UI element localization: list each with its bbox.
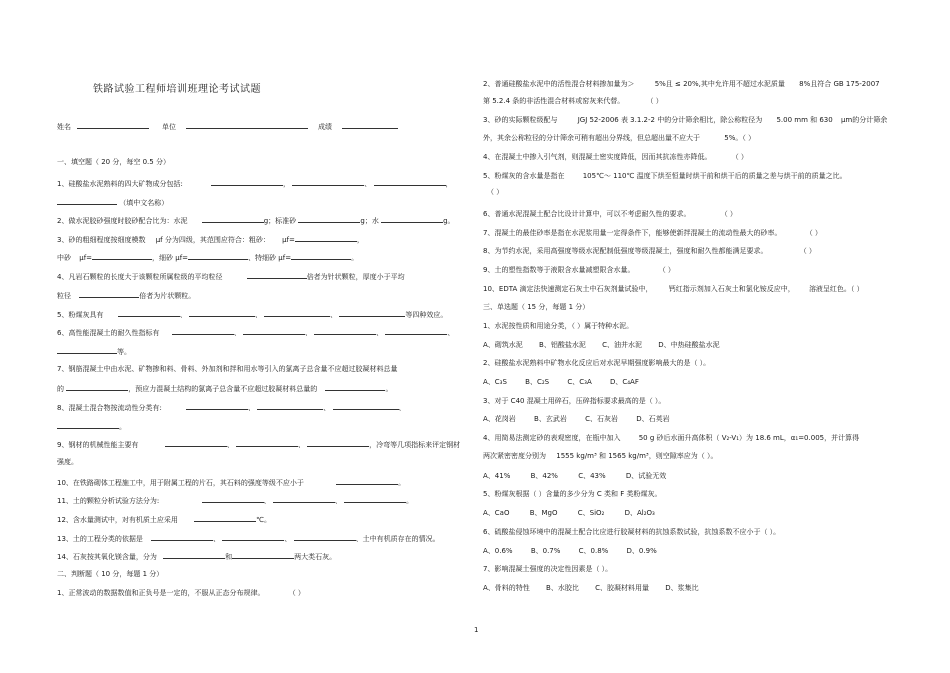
blank	[325, 383, 385, 391]
blank	[314, 327, 376, 335]
j3-line2	[483, 134, 755, 143]
blank	[257, 402, 323, 410]
q5: 5、粉煤灰具有 、 、 、 等四种效应。	[57, 311, 448, 319]
q3-text: μf=	[175, 254, 189, 262]
s6: 6、硫酸盐侵蚀环境中的混凝土配合比应进行胶凝材料的抗蚀系数试验，抗蚀系数不应小于（ ）。	[483, 528, 781, 536]
q4-line1	[57, 271, 405, 282]
s4-line1	[483, 434, 859, 443]
section-2-title: 二、判断题（ 10 分，每题 1 分）	[57, 570, 164, 578]
q13: 13、土的工程分类的依据是 、 、 、土中有机质存在的情况。	[57, 535, 440, 543]
blank	[118, 309, 180, 317]
j10-text: 10、EDTA 滴定法快速测定石灰土中石灰剂量试验中，	[483, 285, 653, 293]
j3-text: 5%。（ ）	[724, 134, 756, 142]
option-a[interactable]: A、0.6%	[483, 547, 513, 555]
j3-line1	[483, 116, 887, 125]
option-b[interactable]: B、42%	[530, 472, 558, 480]
blank	[295, 234, 357, 242]
q7-line1: 7、钢筋混凝土中由水泥、矿物掺和料、骨料、外加剂和拌和用水等引入的氯离子总含量不应超过胶凝材料总量	[57, 365, 398, 373]
q3-line1: 3、砂的粗细程度按细度模数 μf 分为四级，其范围应符合：粗砂： μf= ，	[57, 236, 364, 244]
option-b[interactable]: B、水胶比	[546, 584, 579, 592]
q8-text: 8、混凝土混合物按流动性分类有:	[57, 404, 162, 412]
blank	[194, 514, 256, 522]
j4-text: 4、在混凝土中掺入引气剂，则混凝土密实度降低，因而其抗冻性亦降低。	[483, 153, 712, 161]
option-b[interactable]: B、玄武岩	[534, 415, 567, 423]
s4-text: 1555 kg/m³ 和 1565 kg/m³，则空隙率应为（ ）。	[556, 452, 718, 460]
name-field	[57, 121, 149, 132]
q13-text: 、土中有机质存在的情况。	[355, 535, 440, 543]
s2: 2、硅酸盐水泥熟料中矿物水化反应后对水泥早期强度影响最大的是（ ）。	[483, 359, 711, 367]
j1	[57, 589, 305, 598]
q1-note: （填中文名称）	[119, 199, 169, 207]
j1-text: 1、正常波动的数据数值和正负号是一定的，不服从正态分布规律。	[57, 589, 265, 597]
unit-blank	[186, 121, 308, 129]
option-c[interactable]: C、胶凝材料用量	[595, 584, 649, 592]
option-a[interactable]: A、花岗岩	[483, 415, 516, 423]
j10-text: 钙红指示剂加入石灰土和氯化铵反应中，	[668, 285, 795, 293]
j7-text: 7、混凝土的最佳砂率是指在水泥浆用量一定得条件下，能够使新拌混凝土的流动性最大的砂率。	[483, 229, 782, 237]
j8-text: 8、为节约水泥，采用高强度等级水泥配制低强度等级混凝土，强度和耐久性都能满足要求。	[483, 247, 768, 255]
j3-text: 外，其余公称粒径的分计筛余可稍有超出分界线，但总超出量不应大于	[483, 134, 700, 142]
j2-line2	[483, 97, 663, 106]
q14-text: 两大类石灰。	[294, 553, 337, 561]
q12	[57, 514, 271, 525]
option-c[interactable]: C、43%	[578, 472, 606, 480]
q6-text: 等。	[117, 348, 131, 356]
answer-paren: （ ）	[805, 229, 822, 237]
blank	[294, 533, 356, 541]
q6-line2	[57, 346, 131, 357]
option-c[interactable]: C、0.8%	[578, 547, 609, 555]
option-d[interactable]: D、石英岩	[636, 415, 670, 423]
q3-text: μf=	[282, 236, 295, 244]
option-c[interactable]: C、油井水泥	[602, 341, 642, 349]
q8-line2: 。	[57, 421, 126, 432]
option-d[interactable]: D、0.9%	[626, 547, 657, 555]
q9-line1: 9、钢材的机械性能主要有 、 、 ，冷弯等几项指标来评定钢材	[57, 441, 461, 449]
blank	[339, 309, 405, 317]
blank	[344, 495, 406, 503]
q10: 10、在铁路砌体工程施工中，用于附属工程的片石，其石料的强度等级不应小于 。	[57, 479, 406, 487]
q3-text: μf=	[79, 254, 93, 262]
j2-text: 8%且符合 GB 175-2007	[799, 80, 880, 88]
option-c[interactable]: C、C₃A	[567, 378, 592, 386]
q11-text: 11、土的颗粒分析试验方法分为:	[57, 497, 160, 505]
blank	[292, 178, 364, 186]
blank	[57, 421, 119, 429]
name-label: 姓名	[57, 123, 71, 131]
blank	[264, 309, 330, 317]
q3-text: 、特细砂	[248, 254, 277, 262]
option-a[interactable]: A、C₃S	[483, 378, 507, 386]
option-a[interactable]: A、砌筑水泥	[483, 341, 523, 349]
blank	[298, 215, 360, 223]
blank	[236, 439, 298, 447]
j10	[483, 285, 864, 294]
blank	[92, 252, 152, 260]
blank	[188, 252, 248, 260]
q9-line2: 强度。	[57, 458, 78, 466]
score-field	[318, 121, 398, 132]
q4-text: 倍者为针状颗粒，厚度小于平均	[306, 273, 405, 281]
q5-text: 等四种效应。	[405, 311, 448, 319]
q1-text: 1、硅酸盐水泥熟料的四大矿物成分包括:	[57, 180, 183, 188]
q3-text: μf=	[278, 254, 292, 262]
q5-text: 5、粉煤灰具有	[57, 311, 104, 319]
j5-line2: （ ）	[487, 188, 504, 196]
j10-text: 溶液呈红色。（ ）	[808, 285, 864, 293]
blank	[291, 252, 351, 260]
s1: 1、水泥按性质和用途分类，（ ）属于特种水泥。	[483, 322, 634, 330]
q14	[57, 551, 336, 562]
j5-text: 105℃～ 110℃ 温度下烘至恒量时烘干前和烘干后的质量之差与烘干前的质量之比。	[582, 172, 847, 180]
q13-text: 13、土的工程分类的依据是	[57, 535, 143, 543]
option-a[interactable]: A、41%	[483, 472, 511, 480]
answer-paren: （ ）	[799, 247, 816, 255]
answer-paren: （ ）	[646, 97, 663, 105]
s5-options	[483, 509, 655, 518]
answer-paren: （ ）	[731, 153, 748, 161]
blank	[151, 533, 213, 541]
blank	[374, 178, 446, 186]
j3-text: 5.00 mm 和 630	[776, 116, 833, 124]
option-d[interactable]: D、试验无效	[625, 472, 667, 480]
q7-text: ，预应力混凝土结构的氯离子总含量不应超过胶凝材料总量的	[128, 385, 318, 393]
j3-text: μm的分计筛余	[840, 116, 888, 124]
blank	[232, 551, 294, 559]
blank	[247, 271, 307, 279]
j8	[483, 247, 816, 256]
blank	[243, 327, 305, 335]
q9-text: 9、钢材的机械性能主要有	[57, 441, 139, 449]
j9-text: 9、土的塑性指数等于液限含水量减塑限含水量。	[483, 266, 635, 274]
option-a[interactable]: A、CaO	[483, 509, 510, 517]
blank	[202, 215, 264, 223]
blank	[222, 533, 284, 541]
q4-text: 4、凡岩石颗粒的长度大于该颗粒所属粒级的平均粒径	[57, 273, 223, 281]
q12-text: ℃。	[256, 516, 272, 524]
q14-text: 和	[225, 553, 233, 561]
blank	[273, 495, 335, 503]
option-b[interactable]: B、MgO	[529, 509, 558, 517]
option-a[interactable]: A、骨料的特性	[483, 584, 530, 592]
j6-text: 6、普通水泥混凝土配合比设计计算中，可以不考虑耐久性的要求。	[483, 210, 691, 218]
exam-title: 铁路试验工程师培训班理论考试试题	[93, 84, 261, 95]
j5-text: 5、粉煤灰的含水量是指在	[483, 172, 565, 180]
q2	[57, 215, 455, 226]
q4-text: 倍者为片状颗粒。	[139, 292, 196, 300]
page-number: 1	[474, 626, 479, 634]
j6	[483, 210, 737, 219]
blank	[381, 215, 443, 223]
q3-text: 中砂	[57, 254, 71, 262]
s4-text: 4、用简易法测定砂的表观密度，在瓶中加入	[483, 434, 621, 442]
option-d[interactable]: D、浆集比	[665, 584, 699, 592]
j3-text: 3、砂的实际颗粒级配与	[483, 116, 558, 124]
blank	[79, 290, 139, 298]
q3-line2: 中砂 μf= ，细砂 μf= 、特细砂 μf= 。	[57, 254, 359, 262]
q9-text: ，冷弯等几项指标来评定钢材	[369, 441, 461, 449]
blank	[189, 309, 255, 317]
blank	[202, 495, 264, 503]
s1-options	[483, 341, 720, 350]
unit-label: 单位	[162, 123, 176, 131]
section-3-title: 三、单选题（ 15 分，每题 1 分）	[483, 303, 590, 311]
q8-line1: 8、混凝土混合物按流动性分类有: 、 、 、	[57, 404, 406, 412]
s7-options	[483, 584, 699, 593]
q1-line2	[57, 197, 168, 208]
j4	[483, 153, 748, 162]
s4-options	[483, 472, 666, 481]
q4-line2	[57, 290, 195, 301]
q1-line1: 1、硅酸盐水泥熟料的四大矿物成分包括: ， 、 ，	[57, 180, 453, 188]
s5: 5、粉煤灰根据（ ）含量的多少分为 C 类和 F 类粉煤灰。	[483, 490, 662, 498]
q6-text: 6、高性能混凝土的耐久性指标有	[57, 329, 160, 337]
j2-line1	[483, 80, 880, 89]
blank	[163, 551, 225, 559]
q4-text: 粒径	[57, 292, 71, 300]
answer-paren: （ ）	[288, 589, 305, 597]
option-b[interactable]: B、0.7%	[530, 547, 561, 555]
option-b[interactable]: B、C₂S	[525, 378, 550, 386]
unit-field	[162, 121, 308, 132]
s3-options	[483, 415, 670, 424]
blank	[57, 346, 117, 354]
option-b[interactable]: B、铝酸盐水泥	[539, 341, 586, 349]
blank	[385, 327, 447, 335]
option-d[interactable]: D、中热硅酸盐水泥	[658, 341, 720, 349]
q3-text: μf 分为四级，其范围应符合：粗砂：	[155, 236, 270, 244]
q2-unit: g；水	[360, 217, 379, 225]
q12-text: 12、含水量测试中，对有机质土应采用	[57, 516, 178, 524]
j5-line1	[483, 172, 847, 181]
name-blank	[77, 121, 149, 129]
blank	[57, 197, 117, 205]
answer-paren: （ ）	[720, 210, 737, 218]
j9	[483, 266, 675, 275]
q3-text: ，细砂	[152, 254, 174, 262]
q7-line2: 的 ，预应力混凝土结构的氯离子总含量不应超过胶凝材料总量的 。	[57, 385, 393, 393]
s4-line2	[483, 452, 717, 461]
blank	[66, 383, 128, 391]
option-d[interactable]: D、C₄AF	[609, 378, 639, 386]
s2-options	[483, 378, 639, 387]
q2-unit: g。	[443, 217, 455, 225]
blank	[172, 327, 234, 335]
option-c[interactable]: C、石灰岩	[585, 415, 618, 423]
s7: 7、影响混凝土强度的决定性因素是（ ）。	[483, 565, 613, 573]
blank	[307, 439, 369, 447]
q6-line1: 6、高性能混凝土的耐久性指标有 、 、 、 、	[57, 329, 455, 337]
section-1-title: 一、填空题（ 20 分，每空 0.5 分）	[57, 158, 170, 166]
j2-text: 第 5.2.4 条的非活性混合材料或窑灰来代替。	[483, 97, 625, 105]
answer-paren: （ ）	[658, 266, 675, 274]
s6-options	[483, 547, 657, 556]
s4-text: 50 g 砂后水面升高体积（ V₂-V₁）为 18.6 mL，α₁=0.005，并计算得	[638, 434, 860, 442]
s4-text: 两次紧密密度分别为	[483, 452, 546, 460]
q2-unit: g；标准砂	[263, 217, 297, 225]
q10-text: 10、在铁路砌体工程施工中，用于附属工程的片石，其石料的强度等级不应小于	[57, 479, 304, 487]
q14-text: 14、石灰按其氧化镁含量，分为	[57, 553, 157, 561]
j2-text: 2、普通硅酸盐水泥中的活性混合材料掺加量为＞	[483, 80, 635, 88]
blank	[165, 439, 227, 447]
q7-text: 的	[57, 385, 64, 393]
blank	[211, 178, 283, 186]
j2-text: 5%且 ≤ 20%,其中允许用不超过水泥质量	[654, 80, 785, 88]
blank	[333, 402, 399, 410]
j7	[483, 229, 822, 238]
score-blank	[342, 121, 398, 129]
option-d[interactable]: D、Al₂O₃	[624, 509, 655, 517]
option-c[interactable]: C、SiO₂	[577, 509, 605, 517]
q3-text: 3、砂的粗细程度按细度模数	[57, 236, 146, 244]
q11: 11、土的颗粒分析试验方法分为: 、 、 。	[57, 497, 413, 505]
blank	[186, 402, 248, 410]
j3-text: JGJ 52-2006 表 3.1.2-2 中的分计筛余相比，除公称粒径为	[577, 116, 763, 124]
q2-text: 2、做水泥胶砂强度时胶砂配合比为：水泥	[57, 217, 188, 225]
blank	[336, 477, 398, 485]
score-label: 成绩	[318, 123, 332, 131]
s3: 3、对于 C40 混凝土用碎石，压碎指标要求最高的是（ ）。	[483, 397, 666, 405]
